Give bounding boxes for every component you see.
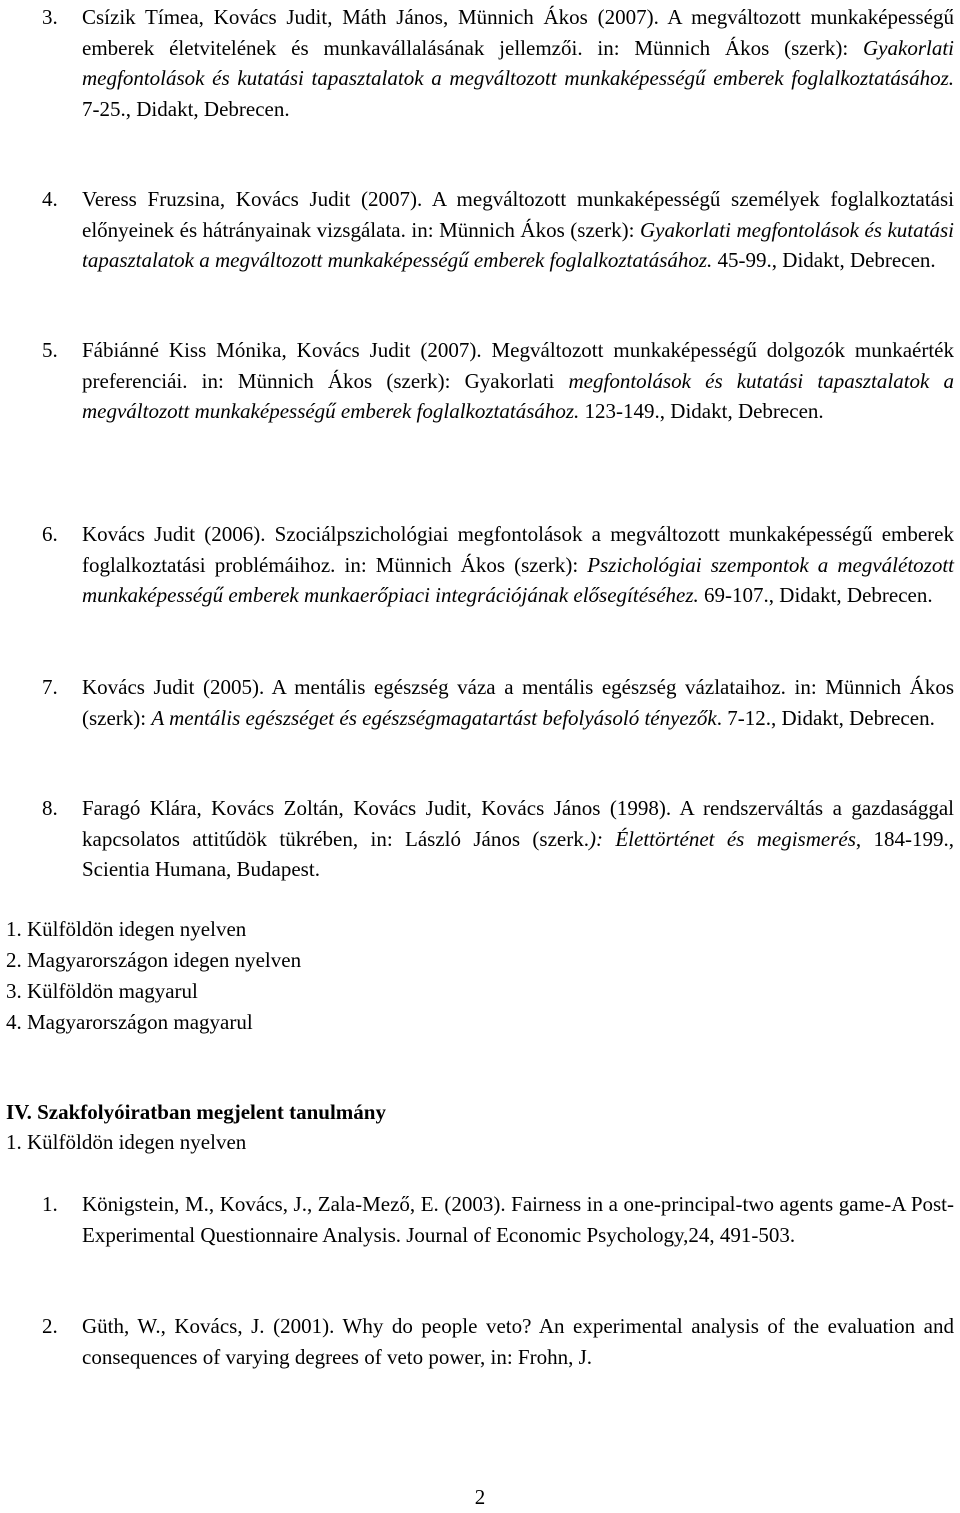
reference-text bbox=[82, 672, 954, 733]
reference-text bbox=[82, 793, 954, 885]
category-item: 2. Magyarországon idegen nyelven bbox=[6, 948, 302, 972]
reference-number: 8. bbox=[42, 796, 58, 820]
reference-number: 6. bbox=[42, 522, 58, 546]
section-subheading: 1. Külföldön idegen nyelven bbox=[6, 1130, 247, 1154]
reference-text bbox=[82, 2, 954, 124]
reference-title-italic: Pszichológiai szempontok a megválétozott munkaképességű emberek munkaerőpiaci integrációjának elősegítéséhez. bbox=[82, 552, 954, 608]
reference-number: 5. bbox=[42, 338, 58, 362]
reference-5 bbox=[42, 335, 954, 427]
reference-title-italic: megfontolások és kutatási tapasztalatok a megváltozott munkaképességű emberek foglalkoztatásához. bbox=[82, 368, 954, 424]
reference-number: 7. bbox=[42, 675, 58, 699]
category-item: 1. Külföldön idegen nyelven bbox=[6, 917, 247, 941]
reference-title-italic: Gyakorlati megfontolások és kutatási tapasztalatok a megváltozott munkaképességű emberek foglalkoztatásához. bbox=[82, 35, 954, 91]
reference-text-part: , 184-199., Scientia Humana, Budapest. bbox=[82, 826, 954, 882]
section-heading: IV. Szakfolyóiratban megjelent tanulmány bbox=[6, 1100, 386, 1124]
reference-text-part: 7-25., Didakt, Debrecen. bbox=[82, 96, 290, 121]
reference-text: Güth, W., Kovács, J. (2001). Why do people veto? An experimental analysis of the evaluation and consequences of varying degrees of veto power, in: Frohn, J. bbox=[82, 1314, 954, 1369]
reference-text-part: Fábiánné Kiss Mónika, Kovács Judit (2007). Megváltozott munkaképességű dolgozók munkaérték preferenciái. in: Münnich Ákos (szerk): Gyakorlati bbox=[82, 338, 954, 393]
category-item: 4. Magyarországon magyarul bbox=[6, 1010, 253, 1034]
reference-number: 2. bbox=[42, 1314, 58, 1338]
reference-text bbox=[82, 335, 954, 427]
reference-text-part: . 7-12., Didakt, Debrecen. bbox=[716, 705, 935, 730]
reference-text-part: Csízik Tímea, Kovács Judit, Máth János, Münnich Ákos (2007). A megváltozott munkaképességű emberek életvitelének és munkavállalásának jellemzői. in: Münnich Ákos (szerk): bbox=[82, 5, 954, 60]
reference-3 bbox=[42, 2, 954, 124]
reference-7 bbox=[42, 672, 954, 733]
reference-text-part: 123-149., Didakt, Debrecen. bbox=[579, 399, 824, 424]
reference-6 bbox=[42, 519, 954, 611]
reference-text bbox=[82, 184, 954, 276]
reference-title-italic: Gyakorlati megfontolások és kutatási tapasztalatok a megváltozott munkaképességű emberek foglalkoztatásához. bbox=[82, 217, 954, 273]
journal-reference-2 bbox=[42, 1311, 954, 1372]
reference-title-italic: ): Élettörténet és megismerés bbox=[588, 826, 856, 851]
reference-number: 4. bbox=[42, 187, 58, 211]
reference-text bbox=[82, 519, 954, 611]
reference-text-part: 45-99., Didakt, Debrecen. bbox=[712, 248, 936, 273]
reference-text-part: Kovács Judit (2006). Szociálpszichológiai megfontolások a megváltozott munkaképességű emberek foglalkoztatási problémáihoz. in: Münnich Ákos (szerk): bbox=[82, 522, 954, 577]
page-number: 2 bbox=[474, 1485, 486, 1509]
reference-text-part: Faragó Klára, Kovács Zoltán, Kovács Judit, Kovács János (1998). A rendszerváltás a gazdasággal kapcsolatos attitűdök tükrében, in: László János (szerk. bbox=[82, 796, 954, 851]
reference-text-part: Kovács Judit (2005). A mentális egészség váza a mentális egészség vázlataihoz. in: Münnich Ákos (szerk): bbox=[82, 675, 954, 730]
reference-4 bbox=[42, 184, 954, 276]
reference-text-part: 69-107., Didakt, Debrecen. bbox=[698, 583, 933, 608]
category-item: 3. Külföldön magyarul bbox=[6, 979, 198, 1003]
reference-text: Königstein, M., Kovács, J., Zala-Mező, E. (2003). Fairness in a one-principal-two agents game-A Post-Experimental Questionnaire Analysis. Journal of Economic Psychology,24, 491-503. bbox=[82, 1192, 954, 1247]
reference-title-italic: A mentális egészséget és egészségmagatartást befolyásoló tényezők bbox=[151, 705, 717, 730]
reference-text-part: Veress Fruzsina, Kovács Judit (2007). A megváltozott munkaképességű személyek foglalkoztatási előnyeinek és hátrányainak vizsgálata. in: Münnich Ákos (szerk): bbox=[82, 187, 954, 242]
journal-reference-1 bbox=[42, 1189, 954, 1250]
reference-8 bbox=[42, 793, 954, 885]
reference-number: 3. bbox=[42, 5, 58, 29]
reference-number: 1. bbox=[42, 1192, 58, 1216]
